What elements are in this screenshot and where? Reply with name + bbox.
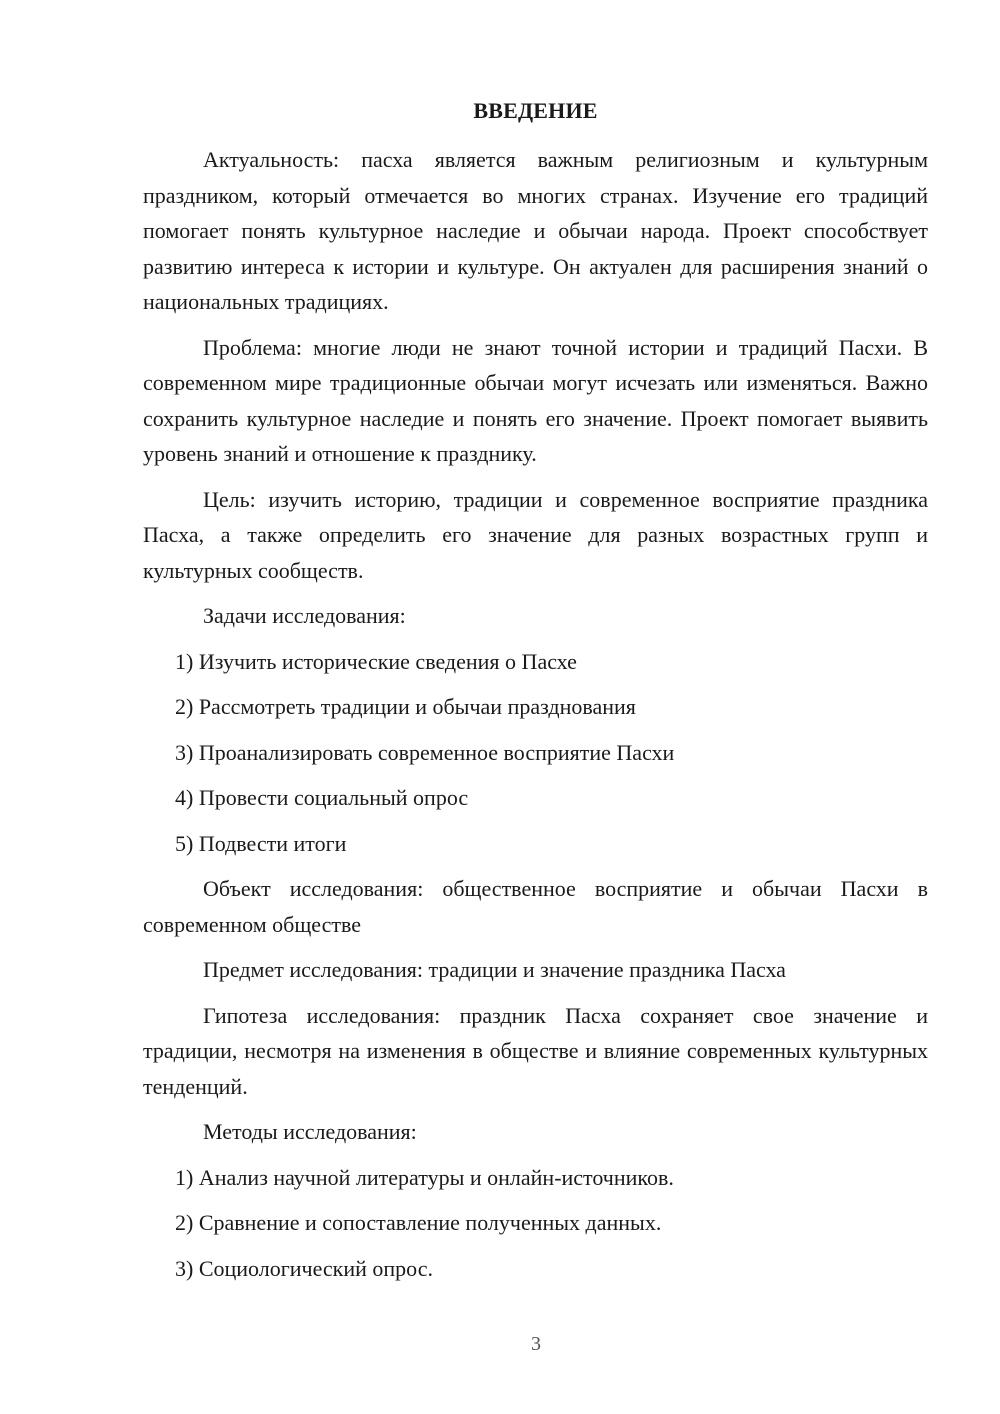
subject-paragraph: Предмет исследования: традиции и значение праздника Пасха <box>203 957 786 982</box>
problem-paragraph: Проблема: многие люди не знают точной истории и традиций Пасхи. В современном мире традиционные обычаи могут исчезать или изменяться. Важно сохранить культурное наследие и понять его значение. Проект помогает выявить уровень знаний и отношение к празднику. <box>143 334 928 466</box>
list-item: 2) Рассмотреть традиции и обычаи празднования <box>175 694 636 719</box>
methods-heading: Методы исследования: <box>203 1119 417 1144</box>
methods-list <box>143 1160 928 1287</box>
list-item: 3) Социологический опрос. <box>175 1255 433 1281</box>
list-item: 4) Провести социальный опрос <box>175 785 469 810</box>
hypothesis-paragraph: Гипотеза исследования: праздник Пасха сохраняет свое значение и традиции, несмотря на изменения в обществе и влияние современных культурных тенденций. <box>143 1002 928 1099</box>
object-paragraph: Объект исследования: общественное восприятие и обычаи Пасхи в современном обществе <box>143 876 928 937</box>
list-item: 2) Сравнение и сопоставление полученных данных. <box>175 1210 662 1235</box>
section-title: ВВЕДЕНИЕ <box>473 98 598 123</box>
list-item: 1) Анализ научной литературы и онлайн-источников. <box>175 1164 674 1190</box>
tasks-heading: Задачи исследования: <box>203 603 406 628</box>
list-item: 1) Изучить исторические сведения о Пасхе <box>175 648 577 674</box>
document-body <box>143 96 928 1296</box>
list-item: 5) Подвести итоги <box>175 830 347 856</box>
goal-paragraph: Цель: изучить историю, традиции и современное восприятие праздника Пасха, а также определить его значение для разных возрастных групп и культурных сообществ. <box>143 486 928 583</box>
page-number: 3 <box>531 1333 541 1355</box>
list-item: 3) Проанализировать современное восприятие Пасхи <box>175 739 675 765</box>
relevance-paragraph: Актуальность: пасха является важным религиозным и культурным праздником, который отмечается во многих странах. Изучение его традиций помогает понять культурное наследие и обычаи народа. Проект способствует развитию интереса к истории и культуре. Он актуален для расширения знаний о национальных традициях. <box>143 147 928 314</box>
tasks-list <box>143 644 928 862</box>
